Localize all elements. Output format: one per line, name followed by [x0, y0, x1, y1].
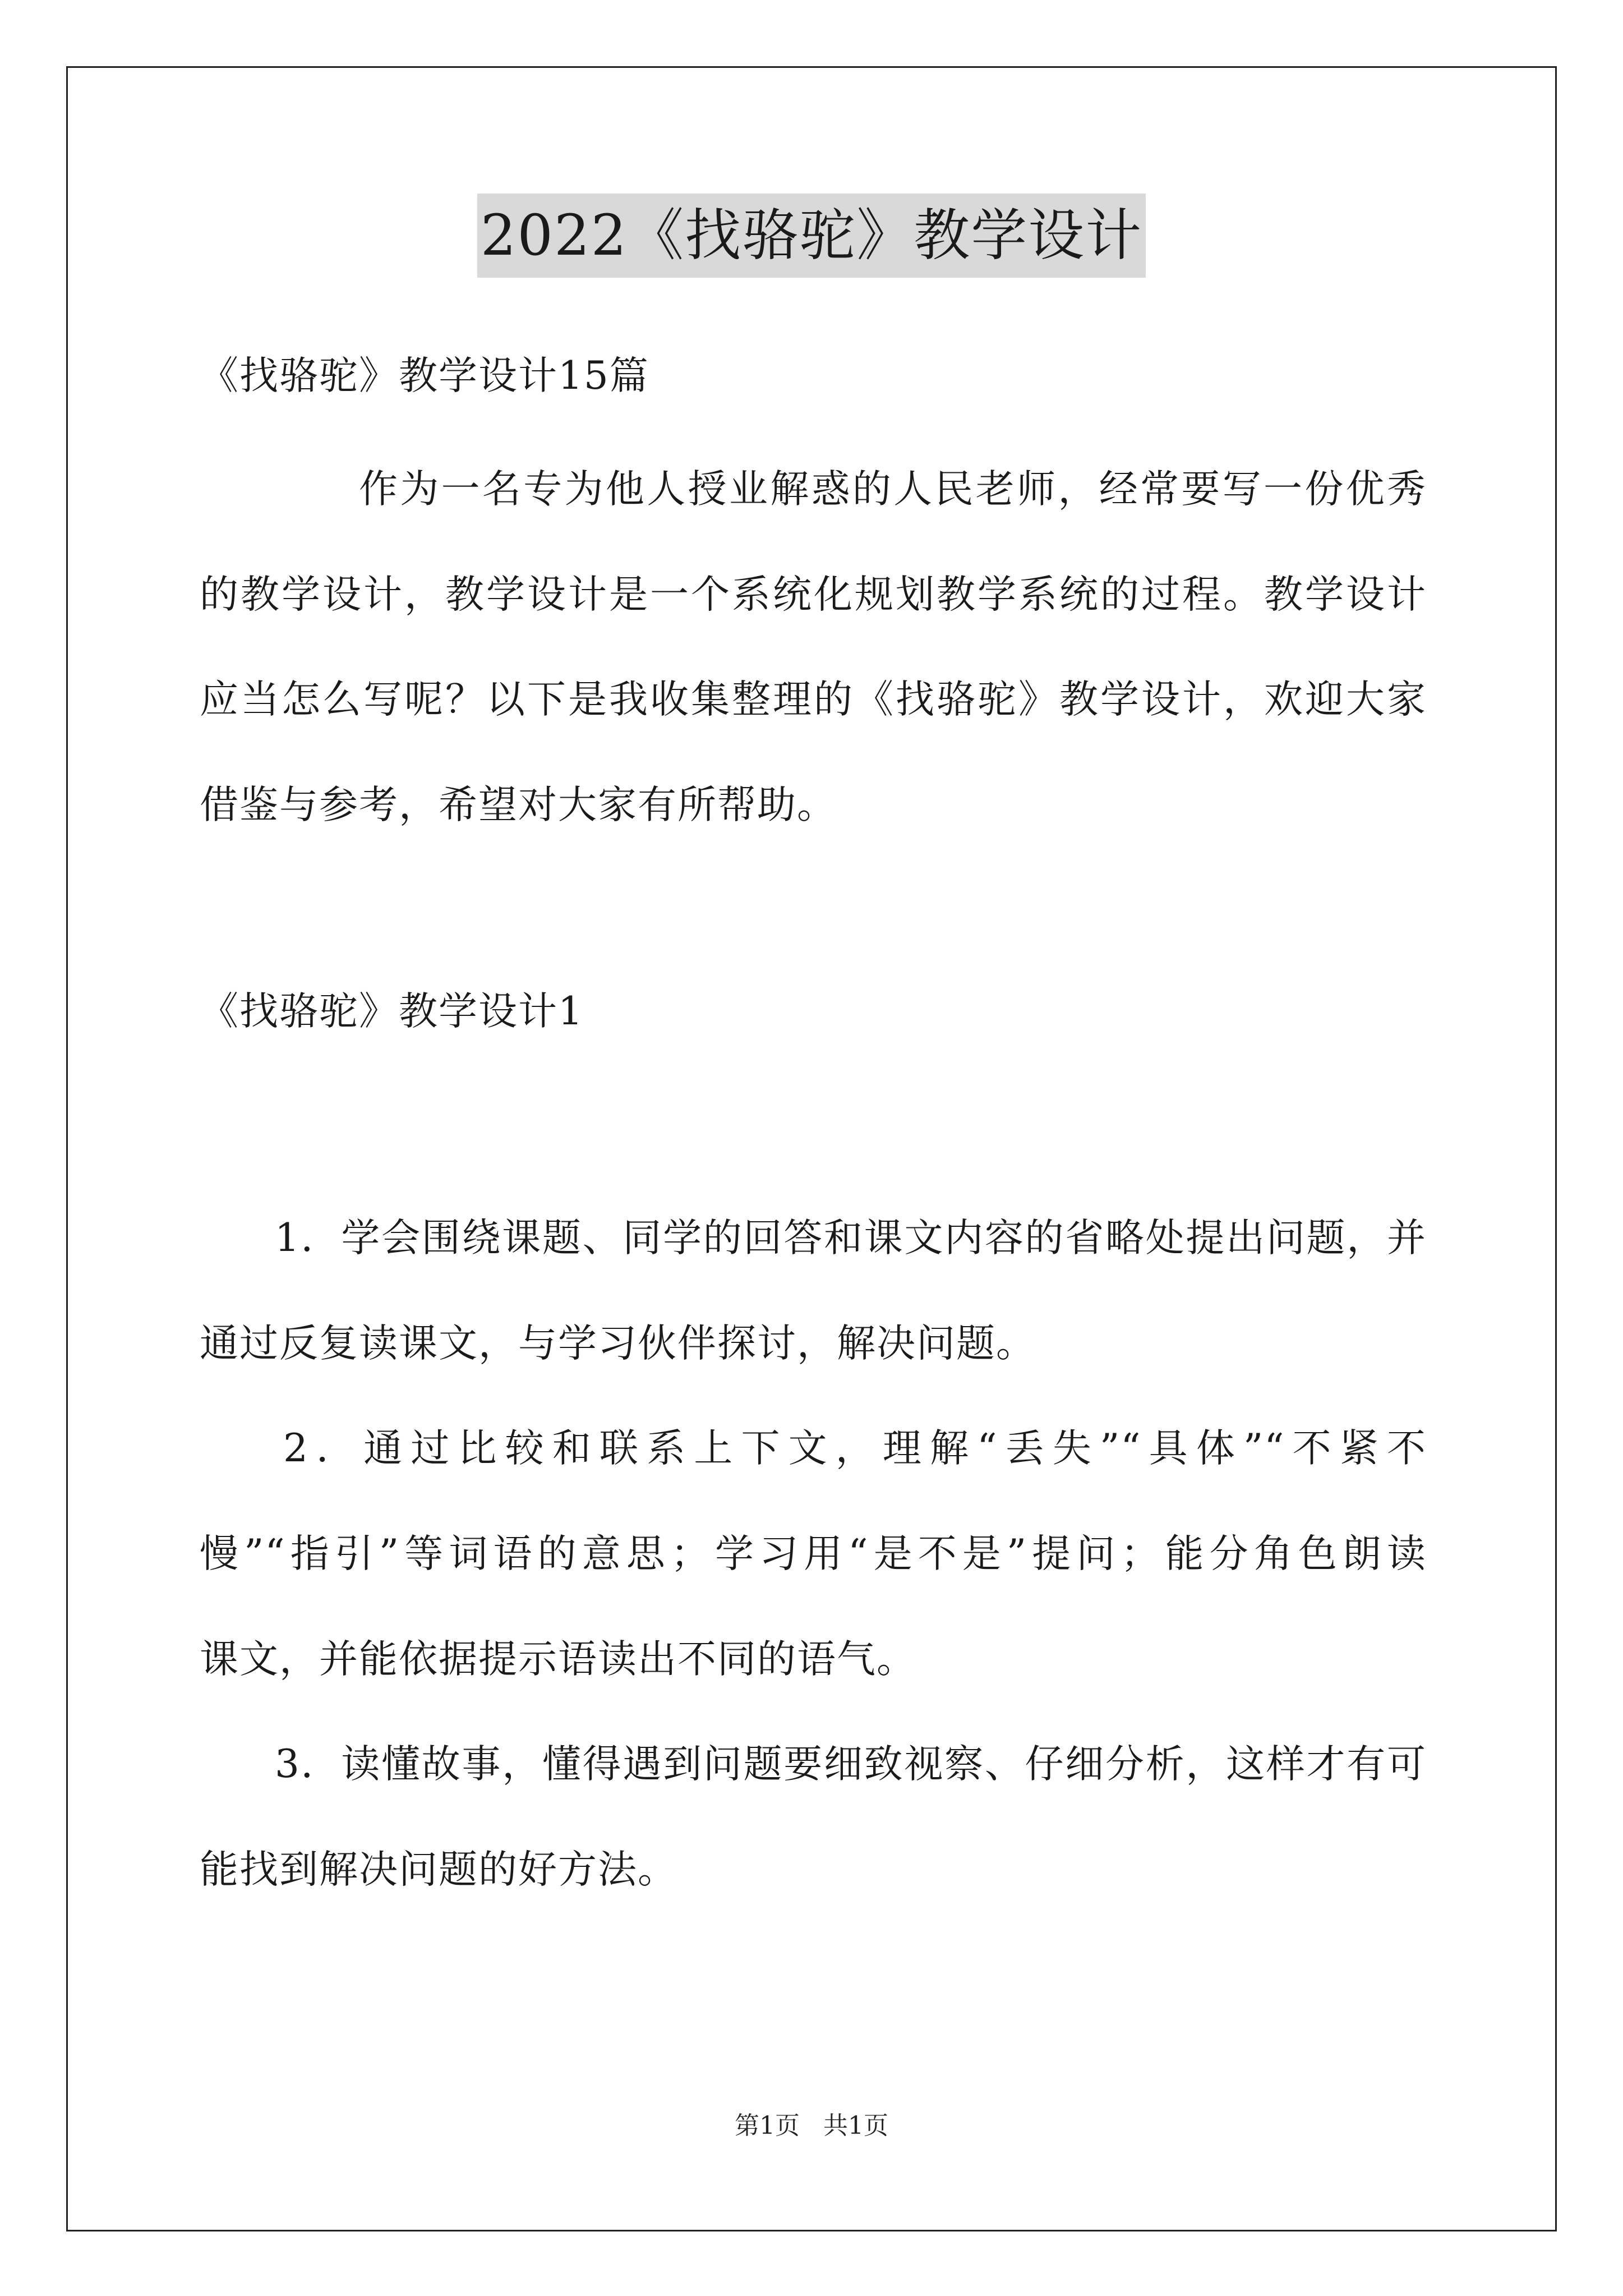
page-footer: 第1页 共1页: [735, 2111, 888, 2140]
item-1-line-2: 通过反复读课文，与学习伙伴探讨，解决问题。: [200, 1321, 1036, 1366]
title-container: [0, 194, 1623, 278]
intro-line-2: 的教学设计，教学设计是一个系统化规划教学系统的过程。教学设计: [200, 572, 1427, 617]
intro-line-4: 借鉴与参考，希望对大家有所帮助。: [200, 783, 837, 827]
document-subtitle: 《找骆驼》教学设计15篇: [200, 353, 649, 398]
item-2-line-2: 慢”“指引”等词语的意思；学习用“是不是”提问；能分角色朗读: [200, 1531, 1427, 1576]
intro-line-1: 作为一名专为他人授业解惑的人民老师，经常要写一份优秀: [359, 467, 1427, 512]
item-1-line-1: 1．学会围绕课题、同学的回答和课文内容的省略处提出问题，并: [275, 1216, 1427, 1260]
document-title: 2022《找骆驼》教学设计: [477, 194, 1146, 278]
item-3-line-1: 3．读懂故事，懂得遇到问题要细致视察、仔细分析，这样才有可: [275, 1742, 1427, 1787]
intro-line-3: 应当怎么写呢？以下是我收集整理的《找骆驼》教学设计，欢迎大家: [200, 677, 1427, 722]
item-2-line-1: 2．通过比较和联系上下文，理解“丢失”“具体”“不紧不: [283, 1426, 1427, 1471]
item-3-line-2: 能找到解决问题的好方法。: [200, 1847, 677, 1892]
item-2-line-3: 课文，并能依据提示语读出不同的语气。: [200, 1637, 916, 1682]
section-heading: 《找骆驼》教学设计1: [200, 989, 584, 1034]
